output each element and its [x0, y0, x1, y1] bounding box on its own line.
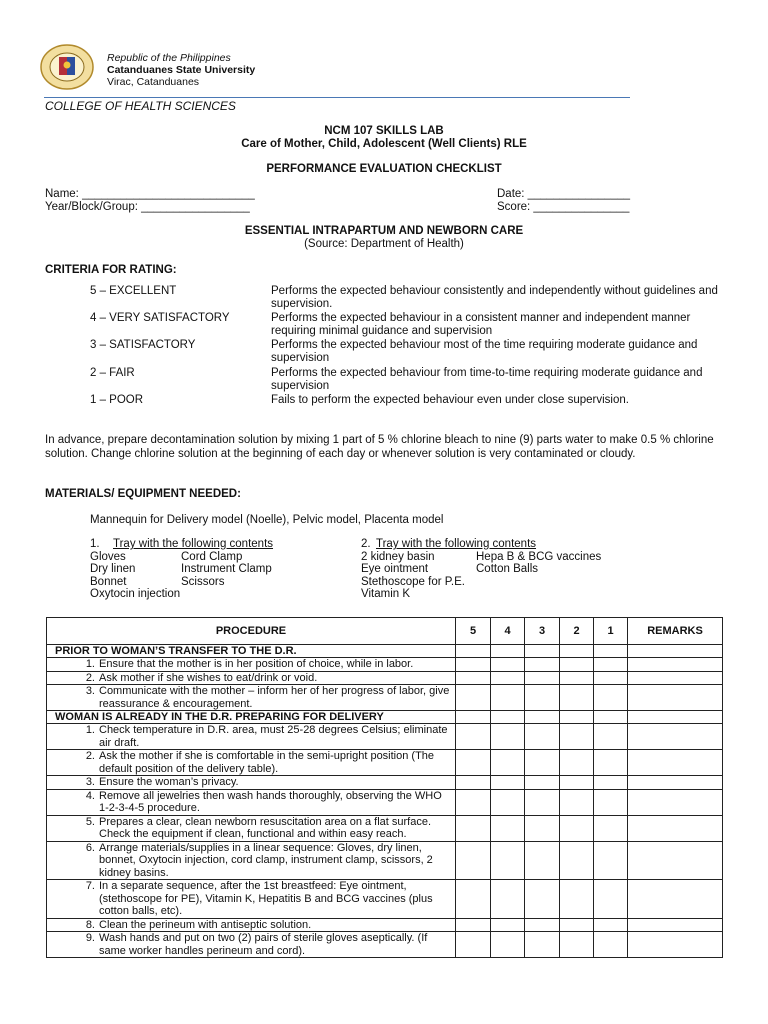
tray-item: Scissors — [181, 575, 225, 588]
score-cell[interactable] — [525, 815, 560, 841]
score-cell[interactable] — [456, 815, 491, 841]
score-cell[interactable] — [594, 841, 628, 880]
procedure-step — [47, 841, 456, 880]
step-number: 3. — [85, 685, 95, 697]
tray-item: Eye ointment — [361, 563, 429, 575]
score-cell[interactable] — [560, 658, 594, 672]
score-cell[interactable] — [525, 645, 560, 658]
header-divider — [44, 97, 630, 98]
section-title: PRIOR TO WOMAN’S TRANSFER TO THE D.R. — [47, 645, 456, 658]
step-number: 4. — [85, 789, 95, 802]
step-number: 2. — [85, 671, 95, 684]
score-cell[interactable] — [560, 880, 594, 919]
procedure-step — [47, 932, 456, 958]
score-cell[interactable] — [456, 645, 491, 658]
score-cell[interactable] — [594, 724, 628, 750]
step-text: In a separate sequence, after the 1st breastfeed: Eye ointment, (stethoscope for PE), Vitamin K, Hepatitis B and BCG vaccines (plus cotton balls, etc). — [99, 880, 433, 917]
score-cell[interactable] — [491, 815, 525, 841]
score-cell[interactable] — [491, 841, 525, 880]
step-number: 6. — [85, 841, 95, 854]
procedure-step — [47, 815, 456, 841]
score-cell[interactable] — [456, 724, 491, 750]
step-text: Check temperature in D.R. area, must 25-28 degrees Celsius; eliminate air draft. — [99, 724, 448, 749]
remarks-header: REMARKS — [628, 618, 723, 645]
section-title: WOMAN IS ALREADY IN THE D.R. PREPARING FOR DELIVERY — [47, 711, 456, 724]
procedure-step — [47, 776, 456, 790]
score-cell[interactable] — [525, 776, 560, 790]
tray-item: Cotton Balls — [476, 563, 539, 575]
table-row — [47, 724, 723, 750]
score-cell[interactable] — [594, 776, 628, 790]
score-cell[interactable] — [456, 789, 491, 815]
step-text: Prepares a clear, clean newborn resuscitation area on a flat surface. Check the equipment if clean, functional and within easy reach. — [99, 815, 432, 840]
table-row — [47, 671, 723, 685]
step-number: 3. — [85, 776, 95, 788]
step-number: 5. — [85, 815, 95, 828]
remarks-cell[interactable] — [628, 815, 723, 841]
score-cell[interactable] — [456, 750, 491, 776]
score-cell[interactable] — [560, 789, 594, 815]
score-3-header: 3 — [525, 618, 560, 645]
section-row — [47, 645, 723, 658]
step-text: Ask mother if she wishes to eat/drink or void. — [99, 671, 318, 684]
score-cell[interactable] — [491, 880, 525, 919]
score-cell[interactable] — [560, 645, 594, 658]
score-cell[interactable] — [456, 685, 491, 711]
score-cell[interactable] — [456, 776, 491, 790]
models-list: Mannequin for Delivery model (Noelle), Pelvic model, Placenta model — [90, 514, 444, 526]
score-cell[interactable] — [525, 789, 560, 815]
score-cell[interactable] — [491, 750, 525, 776]
remarks-cell[interactable] — [628, 841, 723, 880]
score-cell[interactable] — [525, 880, 560, 919]
score-field[interactable]: Score: _______________ — [497, 201, 630, 213]
tray-1-title: Tray with the following contents — [113, 538, 274, 550]
score-cell[interactable] — [525, 932, 560, 958]
score-cell[interactable] — [491, 671, 525, 685]
score-cell[interactable] — [560, 724, 594, 750]
score-cell[interactable] — [456, 658, 491, 672]
tray-item: Stethoscope for P.E. — [361, 575, 465, 588]
procedure-step — [47, 658, 456, 672]
table-row — [47, 658, 723, 672]
tray-2-number: 2. — [361, 538, 371, 550]
tray-item: Bonnet — [90, 575, 127, 588]
remarks-cell[interactable] — [628, 645, 723, 658]
step-text: Remove all jewelries then wash hands thoroughly, observing the WHO 1-2-3-4-5 procedure. — [99, 789, 442, 814]
score-cell[interactable] — [525, 724, 560, 750]
score-cell[interactable] — [594, 815, 628, 841]
score-cell[interactable] — [594, 685, 628, 711]
step-number: 9. — [85, 932, 95, 944]
criteria-level: 3 – SATISFACTORY — [90, 339, 196, 351]
criteria-level: 1 – POOR — [90, 394, 144, 406]
tray-item: Oxytocin injection — [90, 588, 181, 600]
score-cell[interactable] — [594, 932, 628, 958]
remarks-cell[interactable] — [628, 880, 723, 919]
remarks-cell[interactable] — [628, 750, 723, 776]
remarks-cell[interactable] — [628, 685, 723, 711]
remarks-cell[interactable] — [628, 776, 723, 790]
procedure-column-header: PROCEDURE — [47, 618, 456, 645]
advance-preparation-note: In advance, prepare decontamination solution by mixing 1 part of 5 % chlorine bleach to nine (9) parts water to make 0.5 % chlorine solution. Change chlorine solution at the beginning of each day or whenever solution is very contaminated or cloudy. — [45, 434, 714, 461]
step-number: 1. — [85, 658, 95, 670]
remarks-cell[interactable] — [628, 671, 723, 685]
step-text: Ensure the woman’s privacy. — [99, 776, 239, 788]
score-cell[interactable] — [491, 685, 525, 711]
remarks-cell[interactable] — [628, 789, 723, 815]
score-cell[interactable] — [594, 711, 628, 724]
republic-line: Republic of the Philippines — [107, 52, 231, 64]
tray-1 — [90, 538, 350, 602]
criteria-description: Fails to perform the expected behaviour even under close supervision. — [271, 394, 629, 406]
tray-item: Instrument Clamp — [181, 563, 272, 575]
name-field[interactable]: Name: ___________________________ — [45, 188, 255, 200]
score-cell[interactable] — [594, 671, 628, 685]
score-cell[interactable] — [560, 685, 594, 711]
score-cell[interactable] — [456, 671, 491, 685]
score-cell[interactable] — [594, 658, 628, 672]
step-number: 8. — [85, 918, 95, 931]
score-cell[interactable] — [456, 711, 491, 724]
checklist-title: PERFORMANCE EVALUATION CHECKLIST — [266, 163, 502, 175]
score-cell[interactable] — [491, 711, 525, 724]
score-cell[interactable] — [594, 789, 628, 815]
step-text: Wash hands and put on two (2) pairs of sterile gloves aseptically. (If same worker handles perineum and cord). — [99, 932, 428, 957]
score-cell[interactable] — [491, 658, 525, 672]
step-number: 2. — [85, 750, 95, 762]
table-row — [47, 776, 723, 790]
step-number: 1. — [85, 724, 95, 736]
remarks-cell[interactable] — [628, 918, 723, 932]
score-1-header: 1 — [594, 618, 628, 645]
criteria-level: 4 – VERY SATISFACTORY — [90, 312, 230, 324]
procedure-table — [46, 617, 723, 958]
table-row — [47, 918, 723, 932]
score-cell[interactable] — [560, 750, 594, 776]
score-cell[interactable] — [491, 932, 525, 958]
procedure-step — [47, 724, 456, 750]
tray-item: Dry linen — [90, 563, 136, 575]
score-5-header: 5 — [456, 618, 491, 645]
score-cell[interactable] — [525, 658, 560, 672]
tray-1-number: 1. — [90, 538, 100, 550]
criteria-description: Performs the expected behaviour in a consistent manner and independent manner requiring minimal guidance and supervision — [271, 312, 691, 337]
score-cell[interactable] — [456, 932, 491, 958]
criteria-description: Performs the expected behaviour most of the time requiring moderate guidance and supervision — [271, 339, 698, 364]
procedure-step — [47, 789, 456, 815]
procedure-step — [47, 685, 456, 711]
tray-item: 2 kidney basin — [361, 550, 435, 563]
score-cell[interactable] — [525, 671, 560, 685]
remarks-cell[interactable] — [628, 724, 723, 750]
score-cell[interactable] — [594, 880, 628, 919]
table-row — [47, 880, 723, 919]
table-header-row — [47, 618, 723, 645]
score-cell[interactable] — [560, 711, 594, 724]
score-cell[interactable] — [456, 880, 491, 919]
score-cell[interactable] — [560, 671, 594, 685]
score-4-header: 4 — [491, 618, 525, 645]
tray-item: Vitamin K — [361, 588, 411, 600]
tray-2 — [361, 538, 661, 602]
tray-item: Hepa B & BCG vaccines — [476, 550, 602, 563]
score-cell[interactable] — [491, 776, 525, 790]
criteria-heading: CRITERIA FOR RATING: — [45, 264, 177, 276]
score-2-header: 2 — [560, 618, 594, 645]
score-cell[interactable] — [525, 711, 560, 724]
step-text: Ensure that the mother is in her position of choice, while in labor. — [99, 658, 414, 670]
step-text: Ask the mother if she is comfortable in the semi-upright position (The default position of the delivery table). — [99, 750, 435, 775]
criteria-description: Performs the expected behaviour consistently and independently without guidelines and supervision. — [271, 285, 718, 310]
university-name: Catanduanes State University — [107, 64, 256, 76]
table-row — [47, 750, 723, 776]
score-cell[interactable] — [560, 932, 594, 958]
score-cell[interactable] — [491, 789, 525, 815]
table-row — [47, 841, 723, 880]
step-number: 7. — [85, 880, 95, 892]
score-cell[interactable] — [594, 750, 628, 776]
college-name: COLLEGE OF HEALTH SCIENCES — [45, 99, 236, 113]
tray-item: Gloves — [90, 550, 126, 563]
remarks-cell[interactable] — [628, 932, 723, 958]
score-cell[interactable] — [491, 645, 525, 658]
score-cell[interactable] — [594, 645, 628, 658]
remarks-cell[interactable] — [628, 658, 723, 672]
university-location: Virac, Catanduanes — [107, 76, 200, 88]
topic-title: ESSENTIAL INTRAPARTUM AND NEWBORN CARE — [244, 225, 524, 237]
score-cell[interactable] — [560, 776, 594, 790]
step-text: Arrange materials/supplies in a linear sequence: Gloves, dry linen, bonnet, Oxytocin injection, cord clamp, instrument clamp, scissors, 2 kidney basins. — [99, 841, 433, 879]
tray-2-title: Tray with the following contents — [376, 538, 537, 550]
score-cell[interactable] — [491, 724, 525, 750]
score-cell[interactable] — [491, 918, 525, 932]
procedure-step — [47, 918, 456, 932]
table-row — [47, 815, 723, 841]
course-title: NCM 107 SKILLS LAB — [324, 125, 444, 137]
table-row — [47, 685, 723, 711]
source-note: (Source: Department of Health) — [304, 238, 464, 250]
step-text: Communicate with the mother – inform her of her progress of labor, give reassurance & encouragement. — [99, 685, 450, 710]
institution-header — [107, 52, 255, 88]
score-cell[interactable] — [560, 918, 594, 932]
university-seal-logo — [40, 44, 94, 90]
score-cell[interactable] — [560, 815, 594, 841]
score-cell[interactable] — [525, 685, 560, 711]
subject-title: Care of Mother, Child, Adolescent (Well Clients) RLE — [241, 138, 527, 150]
criteria-level: 5 – EXCELLENT — [90, 285, 177, 297]
score-cell[interactable] — [560, 841, 594, 880]
score-cell[interactable] — [525, 841, 560, 880]
year-block-group-field[interactable]: Year/Block/Group: _________________ — [45, 201, 250, 213]
procedure-step — [47, 750, 456, 776]
remarks-cell[interactable] — [628, 711, 723, 724]
score-cell[interactable] — [525, 918, 560, 932]
score-cell[interactable] — [525, 750, 560, 776]
criteria-description: Performs the expected behaviour from time-to-time requiring moderate guidance and supervision — [271, 367, 703, 392]
materials-heading: MATERIALS/ EQUIPMENT NEEDED: — [45, 488, 241, 500]
procedure-step — [47, 880, 456, 919]
step-text: Clean the perineum with antiseptic solution. — [99, 918, 312, 931]
tray-item: Cord Clamp — [181, 550, 243, 563]
table-row — [47, 932, 723, 958]
table-row — [47, 789, 723, 815]
section-row — [47, 711, 723, 724]
procedure-step — [47, 671, 456, 685]
date-field[interactable]: Date: ________________ — [497, 188, 631, 200]
score-cell[interactable] — [594, 918, 628, 932]
score-cell[interactable] — [456, 918, 491, 932]
criteria-level: 2 – FAIR — [90, 367, 135, 379]
score-cell[interactable] — [456, 841, 491, 880]
